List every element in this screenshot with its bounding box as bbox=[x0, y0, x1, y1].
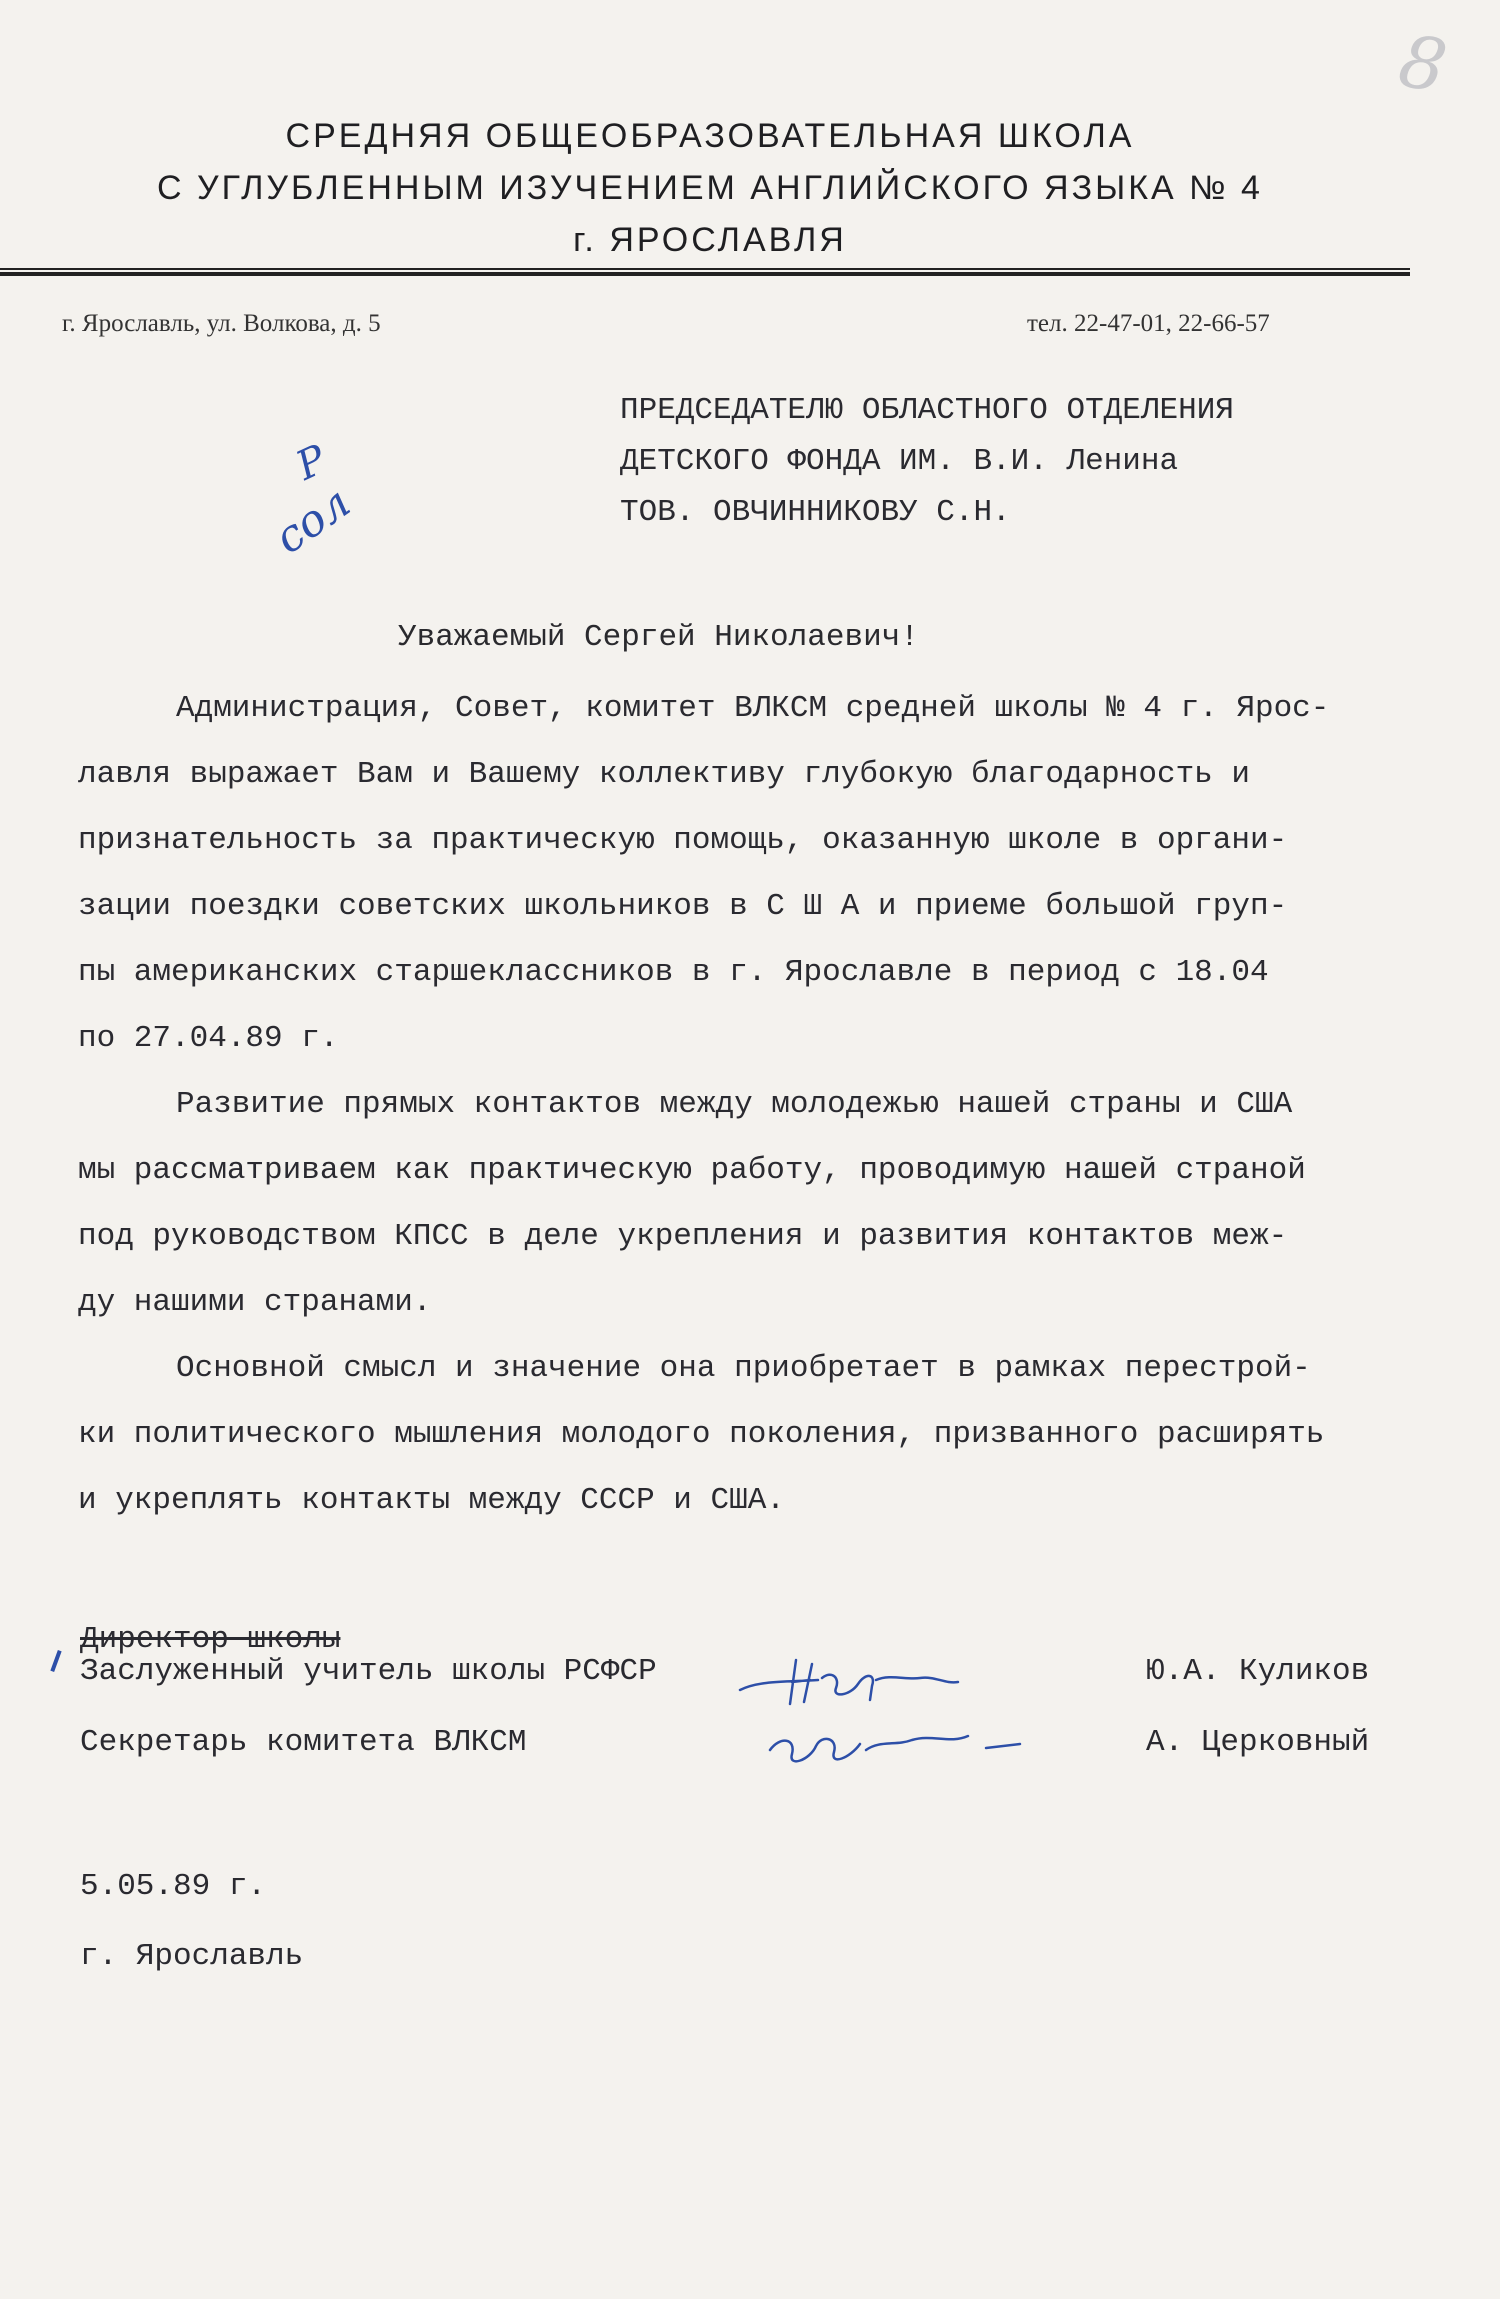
body-line: ки политического мышления молодого поколения, призванного расширять bbox=[78, 1417, 1325, 1452]
handwritten-note-line-1: Р bbox=[289, 436, 334, 490]
ink-tick-mark bbox=[50, 1650, 61, 1672]
body-line: зации поездки советских школьников в С Ш А и приеме большой груп- bbox=[78, 889, 1288, 924]
letter-date: 5.05.89 г. bbox=[80, 1869, 267, 1904]
archive-page-number: 8 bbox=[1393, 18, 1453, 109]
letterhead-rule-thin bbox=[0, 268, 1410, 270]
signature-1 bbox=[740, 1660, 958, 1704]
letter-city: г. Ярославль bbox=[80, 1939, 304, 1974]
signer-name-1: Ю.А. Куликов bbox=[1146, 1654, 1370, 1689]
addressee-line: ДЕТСКОГО ФОНДА ИМ. В.И. Ленина bbox=[620, 444, 1179, 479]
school-phone: тел. 22-47-01, 22-66-57 bbox=[1027, 310, 1270, 337]
school-address: г. Ярославль, ул. Волкова, д. 5 bbox=[62, 310, 381, 337]
body-line: пы американских старшеклассников в г. Ярославле в период с 18.04 bbox=[78, 955, 1269, 990]
letterhead bbox=[60, 110, 1360, 266]
body-line: ду нашими странами. bbox=[78, 1285, 432, 1320]
letterhead-line-3: г. ЯРОСЛАВЛЯ bbox=[573, 221, 847, 259]
handwritten-signatures bbox=[700, 1640, 1080, 1790]
body-line: Администрация, Совет, комитет ВЛКСМ средней школы № 4 г. Ярос- bbox=[176, 691, 1330, 726]
signer-title-1: Заслуженный учитель школы РСФСР bbox=[80, 1654, 657, 1689]
body-line: признательность за практическую помощь, оказанную школе в органи- bbox=[78, 823, 1288, 858]
salutation: Уважаемый Сергей Николаевич! bbox=[398, 620, 919, 655]
handwritten-resolution-note bbox=[265, 436, 388, 580]
body-line: и укреплять контакты между СССР и США. bbox=[78, 1483, 785, 1518]
body-line: мы рассматриваем как практическую работу, проводимую нашей страной bbox=[78, 1153, 1306, 1188]
body-line: Основной смысл и значение она приобретает в рамках перестрой- bbox=[176, 1351, 1311, 1386]
letterhead-rule-thick bbox=[0, 272, 1410, 276]
letterhead-line-1: СРЕДНЯЯ ОБЩЕОБРАЗОВАТЕЛЬНАЯ ШКОЛА bbox=[285, 117, 1135, 155]
date-block bbox=[80, 1852, 303, 1992]
body-line: лавля выражает Вам и Вашему коллективу глубокую благодарность и bbox=[78, 757, 1250, 792]
signer-title-2: Секретарь комитета ВЛКСМ bbox=[80, 1725, 527, 1760]
letter-body bbox=[78, 676, 1448, 1534]
handwritten-note-line-2: сол bbox=[265, 476, 360, 565]
addressee-line: ТОВ. ОВЧИННИКОВУ С.Н. bbox=[620, 495, 1011, 530]
addressee-block bbox=[620, 385, 1340, 538]
signature-2 bbox=[770, 1736, 1020, 1761]
struck-title: Директор школы bbox=[80, 1622, 341, 1657]
body-line: по 27.04.89 г. bbox=[78, 1021, 339, 1056]
addressee-line: ПРЕДСЕДАТЕЛЮ ОБЛАСТНОГО ОТДЕЛЕНИЯ bbox=[620, 393, 1234, 428]
body-line: под руководством КПСС в деле укрепления и развития контактов меж- bbox=[78, 1219, 1288, 1254]
body-line: Развитие прямых контактов между молодежью нашей страны и США bbox=[176, 1087, 1293, 1122]
letterhead-line-2: С УГЛУБЛЕННЫМ ИЗУЧЕНИЕМ АНГЛИЙСКОГО ЯЗЫКА № 4 bbox=[157, 169, 1263, 207]
signer-name-2: А. Церковный bbox=[1146, 1725, 1370, 1760]
